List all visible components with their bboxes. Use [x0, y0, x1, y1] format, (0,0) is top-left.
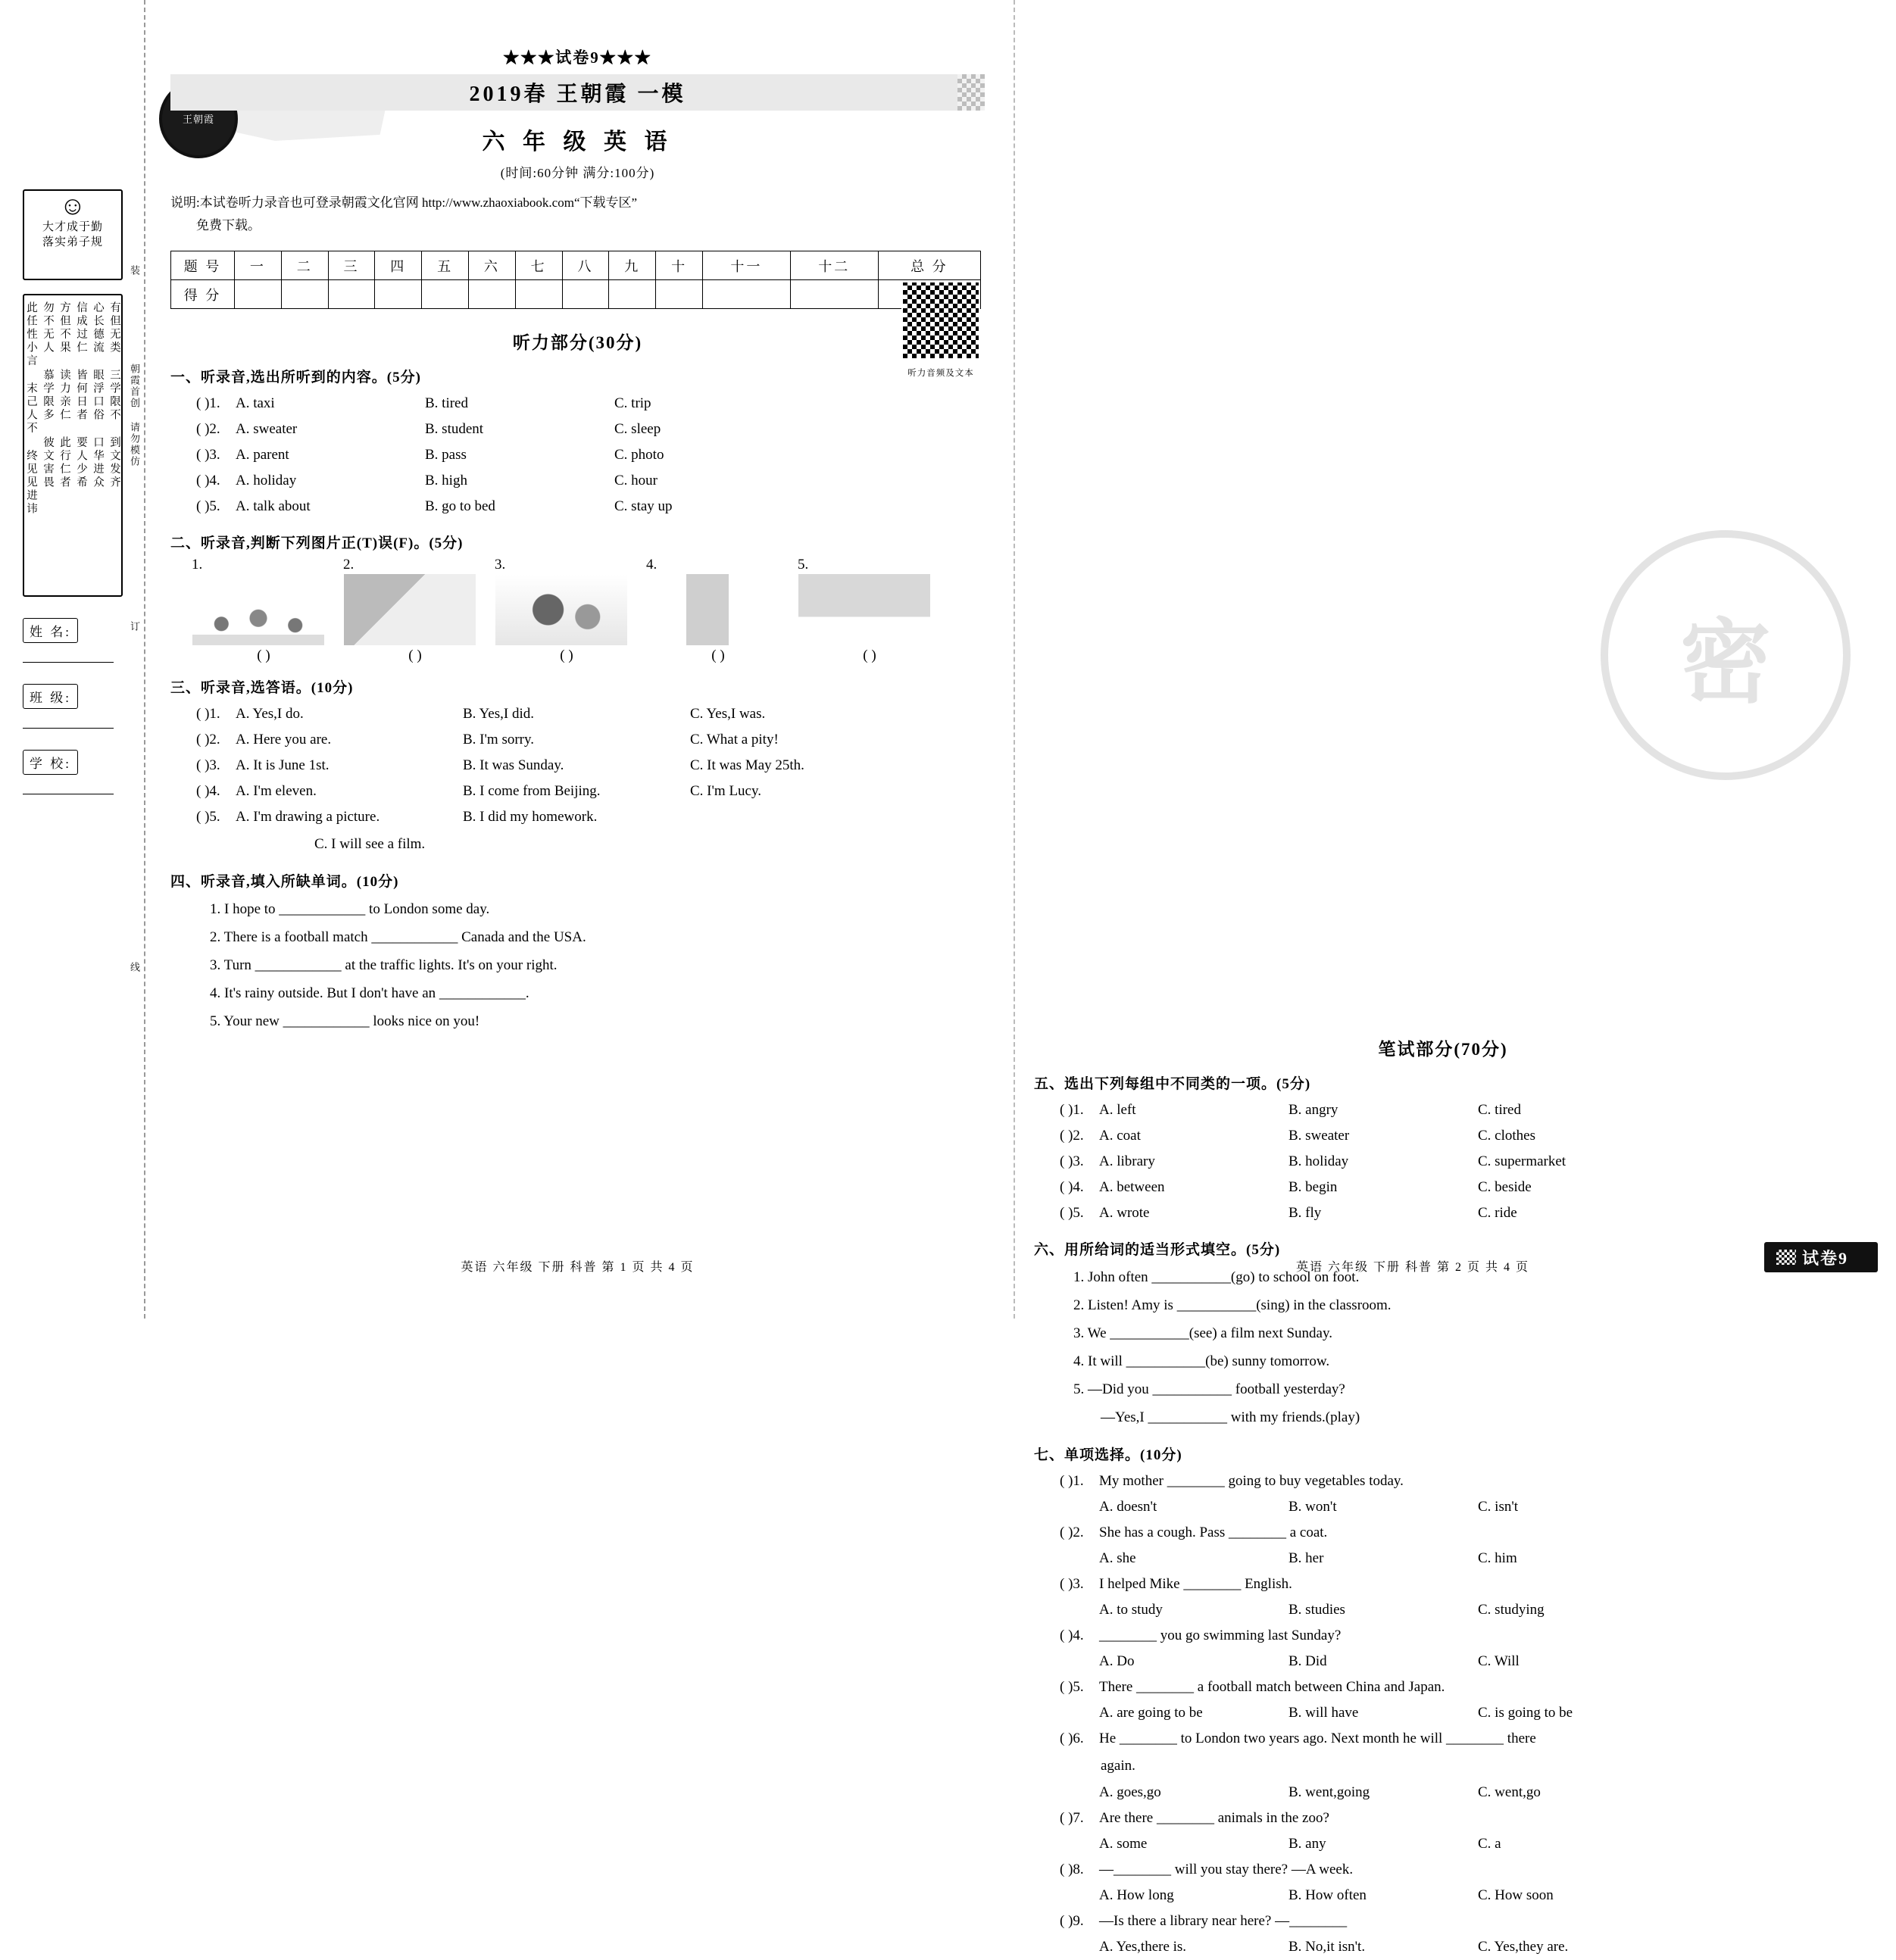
picture-number: 1. [192, 557, 203, 573]
answer-bracket[interactable]: ( )5. [196, 498, 220, 514]
section-2-pictures [170, 557, 985, 664]
answer-bracket[interactable]: ( ) [711, 648, 725, 663]
option-a[interactable]: A. I'm drawing a picture. [236, 809, 380, 825]
question-row[interactable] [1034, 1200, 1852, 1226]
score-cell[interactable] [328, 280, 375, 309]
binding-mark-2: 订 [129, 621, 140, 632]
option-c[interactable]: C. tired [1478, 1102, 1521, 1118]
option-c[interactable]: C. photo [614, 447, 664, 463]
question-row[interactable] [170, 701, 985, 727]
fill-blank-row[interactable]: 5. Your new ____________ looks nice on you! [210, 1013, 480, 1029]
qr-code-caption: 听力音频及文本 [907, 369, 974, 378]
option-b[interactable]: B. any [1288, 1836, 1326, 1852]
question-stem: There ________ a football match between China and Japan. [1099, 1679, 1445, 1695]
score-header-cell: 一 [235, 251, 282, 280]
option-b[interactable]: B. Yes,I did. [463, 706, 534, 722]
answer-bracket[interactable]: ( ) [863, 648, 876, 663]
poem-column: 有但无类 三学限不 到文发齐 [108, 301, 120, 489]
option-b[interactable]: B. student [425, 421, 484, 437]
grade-title: 六 年 级 英 语 [482, 130, 673, 154]
mascot-box [23, 189, 123, 280]
option-a[interactable]: A. sweater [236, 421, 298, 437]
answer-bracket[interactable]: ( )4. [1060, 1179, 1084, 1195]
option-b[interactable]: B. her [1288, 1550, 1324, 1566]
section-1-title: 一、听录音,选出所听到的内容。(5分) [170, 370, 421, 385]
option-row[interactable] [1034, 1546, 1852, 1571]
option-a[interactable]: A. doesn't [1099, 1499, 1157, 1515]
picture-number: 5. [798, 557, 809, 573]
footer-left: 英语 六年级 下册 科普 第 1 页 共 4 页 [461, 1261, 695, 1274]
question-row[interactable] [1034, 1123, 1852, 1149]
answer-bracket[interactable]: ( )7. [1060, 1810, 1084, 1826]
option-c[interactable]: C. I'm Lucy. [690, 783, 762, 799]
answer-bracket[interactable]: ( )1. [1060, 1473, 1084, 1489]
option-row[interactable] [1034, 1934, 1852, 1960]
fill-blank-row[interactable]: 3. We ___________(see) a film next Sunday. [1073, 1325, 1332, 1341]
option-a[interactable]: A. are going to be [1099, 1705, 1203, 1721]
picture-item [646, 557, 790, 664]
fill-blank-row[interactable]: 2. There is a football match ____________ Canada and the USA. [210, 929, 586, 945]
answer-bracket[interactable]: ( )5. [1060, 1205, 1084, 1221]
section-1-items [170, 391, 985, 520]
score-header-cell: 十 [656, 251, 703, 280]
question-row[interactable] [1034, 1623, 1852, 1649]
left-margin-strip [23, 189, 129, 794]
section-6-title: 六、用所给词的适当形式填空。(5分) [1034, 1242, 1281, 1258]
children-playing-sketch [192, 573, 325, 646]
score-cell[interactable] [235, 280, 282, 309]
option-a[interactable]: A. some [1099, 1836, 1148, 1852]
option-a[interactable]: A. Here you are. [236, 732, 332, 747]
option-a[interactable]: A. left [1099, 1102, 1136, 1118]
option-a[interactable]: A. parent [236, 447, 289, 463]
footer-right: 英语 六年级 下册 科普 第 2 页 共 4 页 [1295, 1261, 1529, 1274]
qr-code-block[interactable] [901, 281, 980, 385]
scholar-face-icon: ☺ [59, 192, 86, 220]
question-stem: He ________ to London two years ago. Next month he will ________ there [1099, 1731, 1536, 1746]
poem-column: 此任性小言 末己人不 终见见进讳 [25, 301, 37, 516]
option-b[interactable]: B. studies [1288, 1602, 1345, 1618]
section-3-items [170, 701, 985, 858]
student-class-input[interactable] [23, 709, 114, 729]
question-row[interactable] [1034, 1520, 1852, 1546]
option-a[interactable]: A. Do [1099, 1653, 1135, 1669]
panda-skiing-sketch [495, 573, 628, 646]
fill-blank-row[interactable]: 5. —Did you ___________ football yesterday? [1073, 1381, 1345, 1397]
question-row[interactable] [1034, 1097, 1852, 1123]
option-b[interactable]: B. sweater [1288, 1128, 1350, 1144]
option-c[interactable]: C. clothes [1478, 1128, 1535, 1144]
answer-bracket[interactable]: ( )3. [1060, 1576, 1084, 1592]
option-b[interactable]: B. I did my homework. [463, 809, 598, 825]
option-a[interactable]: A. between [1099, 1179, 1165, 1195]
option-b[interactable]: B. I come from Beijing. [463, 783, 601, 799]
score-cell[interactable] [562, 280, 609, 309]
option-c-wrapped[interactable]: C. I will see a film. [314, 836, 426, 852]
question-row[interactable] [170, 753, 985, 779]
question-row[interactable] [170, 391, 985, 417]
question-row[interactable] [170, 468, 985, 494]
section-5-items [1034, 1097, 1852, 1226]
answer-bracket[interactable]: ( )4. [1060, 1628, 1084, 1643]
answer-bracket[interactable]: ( )4. [196, 473, 220, 488]
answer-bracket[interactable]: ( )1. [196, 395, 220, 411]
left-column [170, 45, 985, 1035]
section-7-title: 七、单项选择。(10分) [1034, 1447, 1182, 1463]
option-row[interactable] [1034, 1494, 1852, 1520]
question-row[interactable] [1034, 1857, 1852, 1883]
score-cell[interactable] [468, 280, 515, 309]
instructions-line-1: 说明:本试卷听力录音也可登录朝霞文化官网 http://www.zhaoxiabook.com“下载专区” [170, 195, 638, 210]
score-header-cell: 二 [281, 251, 328, 280]
option-b[interactable]: B. begin [1288, 1179, 1338, 1195]
section-2-title: 二、听录音,判断下列图片正(T)误(F)。(5分) [170, 535, 464, 551]
option-b[interactable]: B. won't [1288, 1499, 1337, 1515]
copyright-vertical-note: 朝霞首创 请勿模仿 [129, 364, 140, 467]
score-cell[interactable] [281, 280, 328, 309]
option-b[interactable]: B. holiday [1288, 1153, 1349, 1169]
option-c[interactable]: C. isn't [1478, 1499, 1519, 1515]
question-row[interactable] [170, 417, 985, 442]
student-name-field[interactable] [23, 618, 129, 663]
question-stem: I helped Mike ________ English. [1099, 1576, 1292, 1592]
fill-blank-row[interactable]: 4. It's rainy outside. But I don't have an ____________. [210, 985, 529, 1001]
option-row[interactable] [1034, 1883, 1852, 1909]
score-header-cell: 题 号 [171, 251, 235, 280]
section-5-title: 五、选出下列每组中不同类的一项。(5分) [1034, 1076, 1311, 1092]
score-cell[interactable] [790, 280, 878, 309]
watermark-seal: 密 [1601, 530, 1851, 780]
picture-item [798, 557, 942, 664]
score-header-cell: 九 [609, 251, 656, 280]
answer-bracket[interactable]: ( )2. [1060, 1525, 1084, 1540]
binding-mark-3: 线 [129, 962, 140, 973]
option-c[interactable]: C. is going to be [1478, 1705, 1573, 1721]
option-a[interactable]: A. It is June 1st. [236, 757, 330, 773]
option-c[interactable]: C. Yes,I was. [690, 706, 766, 722]
time-and-score-line: (时间:60分钟 满分:100分) [500, 166, 655, 180]
option-a[interactable]: A. Yes,I do. [236, 706, 304, 722]
picture-number: 4. [646, 557, 658, 573]
brand-logo: 王朝霞 [159, 80, 238, 158]
question-stem: Are there ________ animals in the zoo? [1099, 1810, 1329, 1826]
section-3-title: 三、听录音,选答语。(10分) [170, 680, 354, 696]
mascot-line-1: 大才成于勤 [42, 221, 103, 233]
picture-number: 2. [343, 557, 355, 573]
option-row[interactable] [1034, 1831, 1852, 1857]
answer-bracket[interactable]: ( )3. [196, 447, 220, 463]
answer-bracket[interactable]: ( )2. [1060, 1128, 1084, 1144]
answer-bracket[interactable]: ( )6. [1060, 1731, 1084, 1746]
option-b[interactable]: B. will have [1288, 1705, 1359, 1721]
poem-column: 信成过仁 皆何日者 要人少希 [75, 301, 87, 489]
poem-column: 勿不无人 慕学限多 彼文害畏 [42, 301, 54, 489]
fold-line-middle [1014, 0, 1015, 1319]
option-b[interactable]: B. angry [1288, 1102, 1338, 1118]
score-cell[interactable] [422, 280, 469, 309]
written-section-heading: 笔试部分(70分) [1378, 1040, 1508, 1059]
checker-decoration [957, 74, 985, 111]
score-header-cell: 三 [328, 251, 375, 280]
binding-mark-1: 装 [129, 265, 140, 276]
option-a[interactable]: A. to study [1099, 1602, 1163, 1618]
picture-item [192, 557, 336, 664]
option-c[interactable]: C. How soon [1478, 1887, 1554, 1903]
poem-column: 心长德流 眼浮口俗 口华进众 [92, 301, 104, 489]
option-c[interactable]: C. It was May 25th. [690, 757, 804, 773]
option-b[interactable]: B. high [425, 473, 467, 488]
answer-bracket[interactable]: ( ) [257, 648, 270, 663]
question-row[interactable] [1034, 1726, 1852, 1752]
picture-item [495, 557, 639, 664]
option-a[interactable]: A. goes,go [1099, 1784, 1161, 1800]
option-c[interactable]: C. studying [1478, 1602, 1545, 1618]
option-a[interactable]: A. talk about [236, 498, 311, 514]
answer-bracket[interactable]: ( )5. [1060, 1679, 1084, 1695]
option-row[interactable] [1034, 1597, 1852, 1623]
score-header-cell: 四 [375, 251, 422, 280]
table-row [171, 280, 981, 309]
table-row [171, 251, 981, 280]
answer-bracket[interactable]: ( )2. [196, 732, 220, 747]
student-class-label: 班 级: [23, 684, 78, 709]
answer-bracket[interactable]: ( )4. [196, 783, 220, 799]
question-row[interactable] [170, 494, 985, 520]
option-a[interactable]: A. she [1099, 1550, 1136, 1566]
score-header-cell: 五 [422, 251, 469, 280]
option-c[interactable]: C. ride [1478, 1205, 1517, 1221]
answer-bracket[interactable]: ( )2. [196, 421, 220, 437]
question-row[interactable] [170, 804, 985, 830]
option-b[interactable]: B. tired [425, 395, 468, 411]
option-b[interactable]: B. I'm sorry. [463, 732, 535, 747]
option-row[interactable] [1034, 1649, 1852, 1674]
answer-bracket[interactable]: ( )8. [1060, 1862, 1084, 1877]
question-row[interactable] [1034, 1806, 1852, 1831]
page-title: 2019春 王朝霞 一模 [469, 83, 686, 106]
score-cell[interactable] [702, 280, 790, 309]
option-c[interactable]: C. trip [614, 395, 651, 411]
score-header-cell: 总 分 [878, 251, 980, 280]
option-a[interactable]: A. library [1099, 1153, 1155, 1169]
option-c[interactable]: C. stay up [614, 498, 673, 514]
option-a[interactable]: A. taxi [236, 395, 275, 411]
fill-blank-row[interactable]: 1. I hope to ____________ to London some day. [210, 901, 490, 917]
instructions-line-2: 免费下载。 [196, 218, 261, 233]
treasure-chest-sketch [343, 573, 476, 646]
option-a[interactable]: A. I'm eleven. [236, 783, 317, 799]
score-header-cell: 六 [468, 251, 515, 280]
option-c[interactable]: C. went,go [1478, 1784, 1541, 1800]
question-stem: —Is there a library near here? —________ [1099, 1913, 1348, 1929]
question-row[interactable] [1034, 1909, 1852, 1934]
option-b[interactable]: B. Did [1288, 1653, 1327, 1669]
fill-blank-row[interactable]: 4. It will ___________(be) sunny tomorrow. [1073, 1353, 1330, 1369]
listening-section-heading: 听力部分(30分) [512, 333, 643, 352]
fill-blank-row[interactable]: 1. John often ___________(go) to school on foot. [1073, 1269, 1360, 1285]
fill-blank-row-answer[interactable]: —Yes,I ___________ with my friends.(play) [1101, 1409, 1360, 1425]
corner-tag-label: 试卷9 [1802, 1248, 1849, 1268]
mascot-line-2: 落实弟子规 [42, 236, 103, 248]
option-a[interactable]: A. holiday [236, 473, 297, 488]
option-b[interactable]: B. went,going [1288, 1784, 1370, 1800]
picture-item [343, 557, 487, 664]
basketball-sketch [798, 573, 931, 646]
option-a[interactable]: A. Yes,there is. [1099, 1939, 1187, 1955]
student-school-label: 学 校: [23, 750, 78, 775]
score-cell[interactable] [515, 280, 562, 309]
option-b[interactable]: B. It was Sunday. [463, 757, 564, 773]
option-c[interactable]: C. hour [614, 473, 658, 488]
option-a[interactable]: A. How long [1099, 1887, 1174, 1903]
option-a[interactable]: A. coat [1099, 1128, 1141, 1144]
fill-blank-row[interactable]: 2. Listen! Amy is ___________(sing) in the classroom. [1073, 1297, 1392, 1313]
question-stem: She has a cough. Pass ________ a coat. [1099, 1525, 1328, 1540]
option-c[interactable]: C. a [1478, 1836, 1501, 1852]
option-b[interactable]: B. go to bed [425, 498, 495, 514]
answer-bracket[interactable]: ( ) [408, 648, 422, 663]
score-row-label: 得 分 [171, 280, 235, 309]
question-stem-wrapped: again. [1101, 1758, 1135, 1774]
poem-column: 方但不果 读力亲仁 此行仁者 [58, 301, 70, 489]
option-row[interactable] [1034, 1700, 1852, 1726]
answer-bracket[interactable]: ( )9. [1060, 1913, 1084, 1929]
fold-line-left [144, 0, 145, 1319]
answer-bracket[interactable]: ( )5. [196, 809, 220, 825]
option-c[interactable]: C. sleep [614, 421, 661, 437]
option-row[interactable] [1034, 1780, 1852, 1806]
answer-bracket[interactable]: ( )3. [1060, 1153, 1084, 1169]
student-school-input[interactable] [23, 775, 114, 794]
option-b[interactable]: B. No,it isn't. [1288, 1939, 1366, 1955]
question-row[interactable] [1034, 1571, 1852, 1597]
section-4-items [170, 895, 985, 1035]
question-row[interactable] [170, 442, 985, 468]
option-c[interactable]: C. What a pity! [690, 732, 779, 747]
fill-blank-row[interactable]: 3. Turn ____________ at the traffic lights. It's on your right. [210, 957, 558, 973]
question-row[interactable] [170, 727, 985, 753]
girl-at-window-sketch [646, 573, 779, 646]
option-a[interactable]: A. wrote [1099, 1205, 1150, 1221]
option-c[interactable]: C. him [1478, 1550, 1517, 1566]
score-header-cell: 七 [515, 251, 562, 280]
option-c[interactable]: C. beside [1478, 1179, 1532, 1195]
score-cell[interactable] [656, 280, 703, 309]
student-name-input[interactable] [23, 643, 114, 663]
question-stem: —________ will you stay there? —A week. [1099, 1862, 1354, 1877]
option-b[interactable]: B. fly [1288, 1205, 1322, 1221]
picture-number: 3. [495, 557, 506, 573]
option-c[interactable]: C. Will [1478, 1653, 1520, 1669]
question-row[interactable] [1034, 1674, 1852, 1700]
score-header-cell: 十一 [702, 251, 790, 280]
student-class-field[interactable] [23, 684, 129, 729]
section-6-items [1034, 1263, 1852, 1431]
option-c[interactable]: C. supermarket [1478, 1153, 1566, 1169]
option-b[interactable]: B. pass [425, 447, 467, 463]
option-b[interactable]: B. How often [1288, 1887, 1367, 1903]
question-stem: My mother ________ going to buy vegetables today. [1099, 1473, 1404, 1489]
question-row[interactable] [1034, 1149, 1852, 1175]
section-7-items [1034, 1468, 1852, 1960]
answer-bracket[interactable]: ( ) [560, 648, 573, 663]
question-row[interactable] [1034, 1175, 1852, 1200]
poem-box [23, 294, 123, 597]
option-c[interactable]: C. Yes,they are. [1478, 1939, 1569, 1955]
score-cell[interactable] [375, 280, 422, 309]
answer-bracket[interactable]: ( )1. [1060, 1102, 1084, 1118]
question-row[interactable] [170, 779, 985, 804]
question-row[interactable] [1034, 1468, 1852, 1494]
score-table [170, 251, 981, 309]
paper-number: ★★★试卷9★★★ [503, 48, 652, 67]
score-header-cell: 十二 [790, 251, 878, 280]
student-name-label: 姓 名: [23, 618, 78, 643]
section-4-title: 四、听录音,填入所缺单词。(10分) [170, 874, 399, 890]
score-header-cell: 八 [562, 251, 609, 280]
right-column [1034, 1035, 1852, 1960]
qr-code-icon[interactable] [901, 281, 980, 360]
score-cell[interactable] [609, 280, 656, 309]
answer-bracket[interactable]: ( )1. [196, 706, 220, 722]
question-stem: ________ you go swimming last Sunday? [1099, 1628, 1342, 1643]
answer-bracket[interactable]: ( )3. [196, 757, 220, 773]
student-school-field[interactable] [23, 750, 129, 794]
title-bar [170, 74, 985, 111]
